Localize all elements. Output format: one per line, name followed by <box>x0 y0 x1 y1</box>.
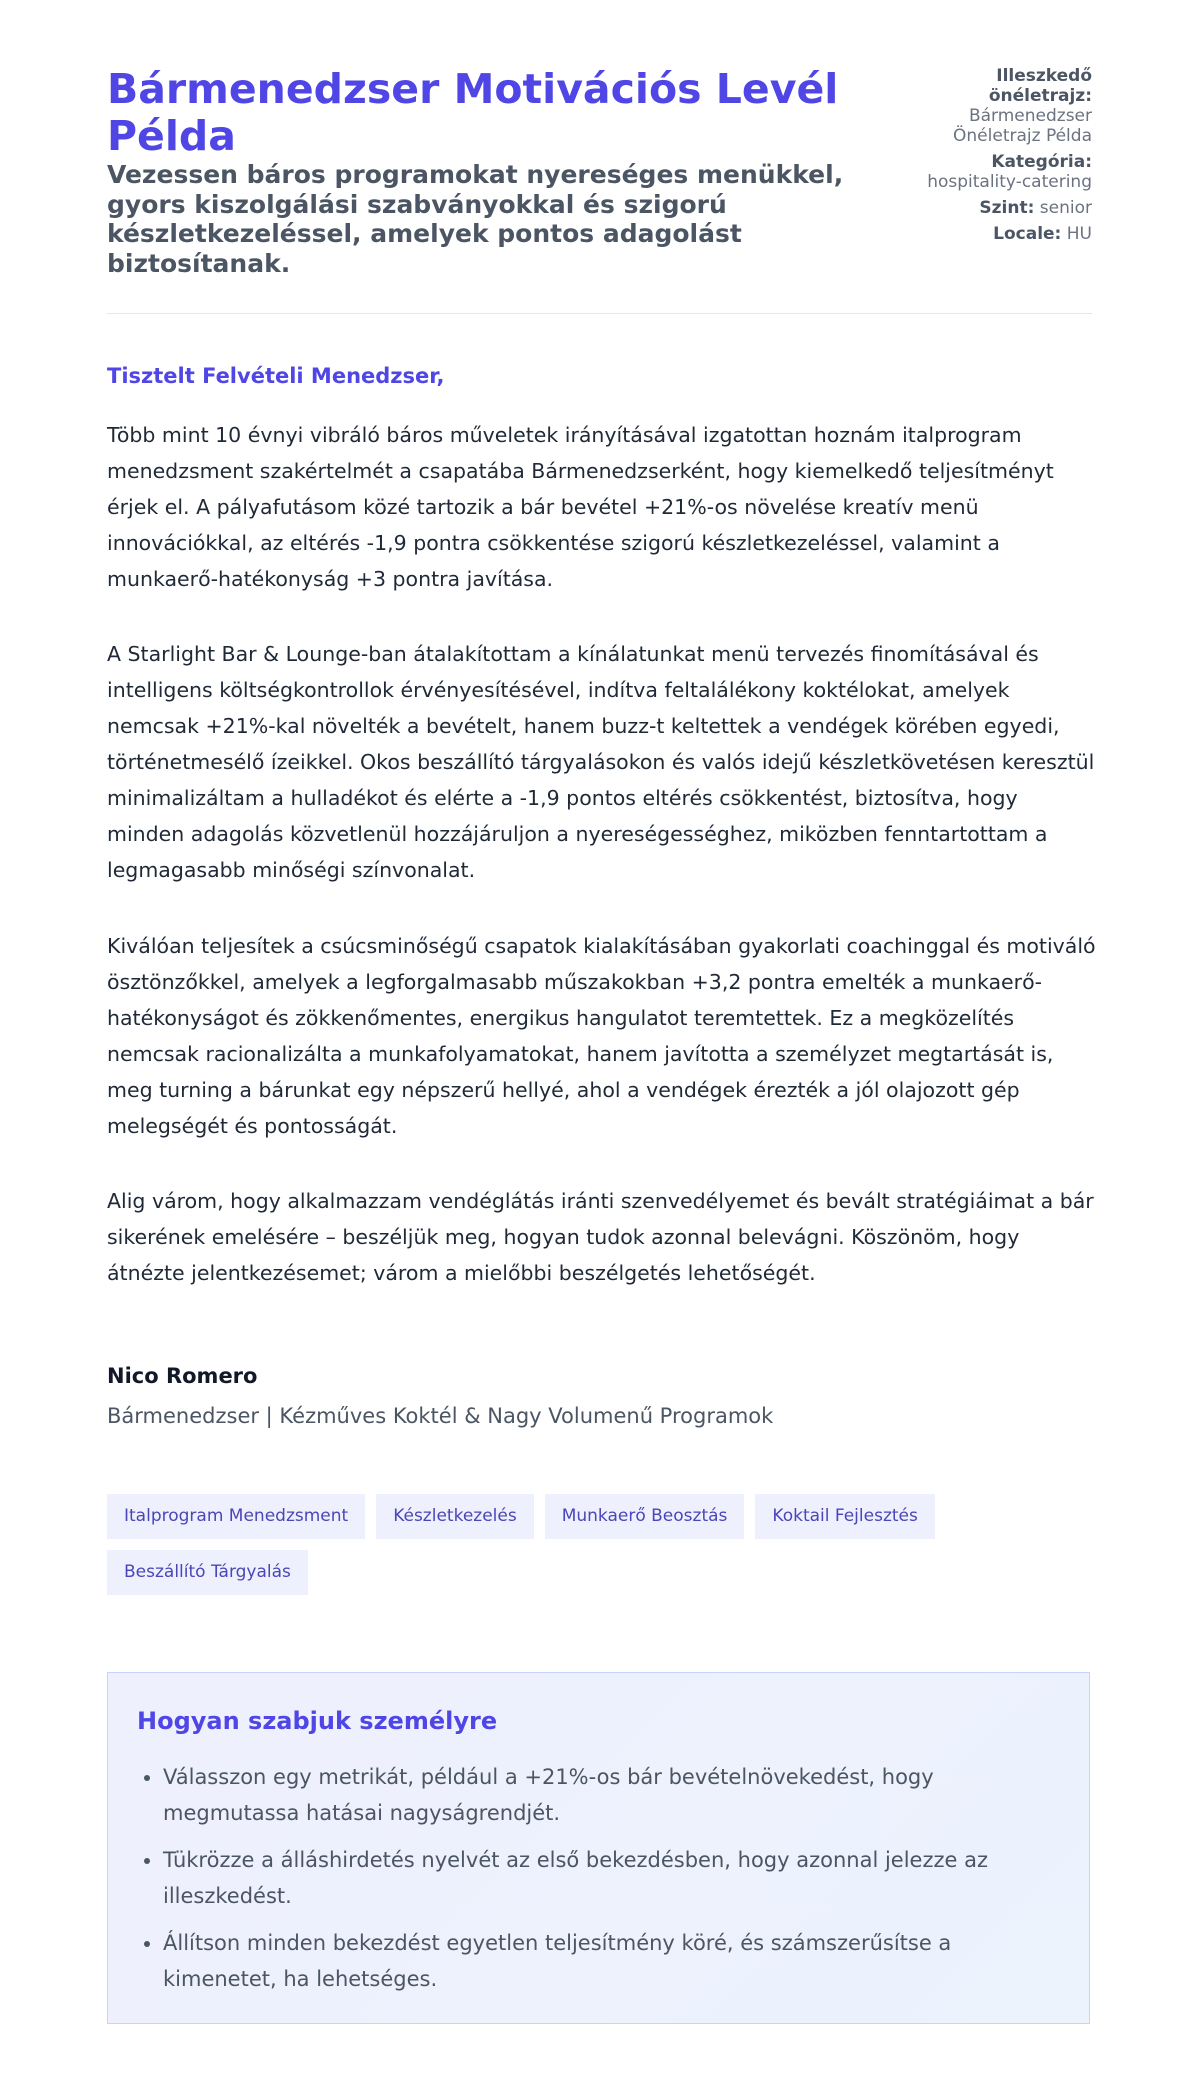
letter-paragraph: Több mint 10 évnyi vibráló báros műveletek irányításával izgatottan hoznám italprogram menedzsment szakértelmét a csapatába Bármenedzserként, hogy kiemelkedő teljesítményt érjek el. A pályafutásom közé tartozik a bár bevétel +21%-os növelése kreatív menü innovációkkal, az eltérés -1,9 pontra csökkentése szigorú készletkezeléssel, valamint a munkaerő-hatékonyság +3 pontra javítása. <box>107 423 1054 591</box>
meta-key: Szint: <box>979 198 1035 218</box>
skill-tag[interactable]: Beszállító Tárgyalás <box>107 1550 308 1595</box>
skill-tags <box>107 1494 1047 1595</box>
page-title: Bármenedzser Motivációs Levél Példa <box>107 65 839 160</box>
customization-tips-box <box>107 1672 1090 2024</box>
tips-list <box>137 1759 1063 2008</box>
tip-item: • Tükrözze a álláshirdetés nyelvét az első bekezdésben, hogy azonnal jelezze az illeszkedést. <box>163 1842 1063 1914</box>
signature-role: Bármenedzser | Kézműves Koktél & Nagy Volumenű Programok <box>107 1404 774 1428</box>
skill-tag[interactable]: Munkaerő Beosztás <box>545 1494 745 1539</box>
meta-matching-resume <box>892 66 1092 146</box>
meta-value: hospitality-catering <box>927 172 1092 192</box>
meta-key: Locale: <box>993 224 1062 244</box>
meta-value[interactable]: Bármenedzser Önéletrajz Példa <box>953 106 1092 146</box>
tip-item: • Válasszon egy metrikát, például a +21%-os bár bevételnövekedést, hogy megmutassa hatásai nagyságrendjét. <box>163 1759 1063 1831</box>
page-header <box>107 0 1092 314</box>
meta-key: Kategória: <box>991 152 1092 172</box>
meta-panel <box>892 66 1092 250</box>
skill-tag[interactable]: Italprogram Menedzsment <box>107 1494 365 1539</box>
letter-greeting: Tisztelt Felvételi Menedzser, <box>107 364 445 388</box>
letter-paragraph: Alig várom, hogy alkalmazzam vendéglátás iránti szenvedélyemet és bevált stratégiáimat a bár sikerének emelésére – beszéljük meg, hogyan tudok azonnal belevágni. Köszönöm, hogy átnézte jelentkezésemet; várom a mielőbbi beszélgetés lehetőségét. <box>107 1189 1094 1285</box>
letter-paragraph: Kiválóan teljesítek a csúcsminőségű csapatok kialakításában gyakorlati coachinggal és motiváló ösztönzőkkel, amelyek a legforgalmasabb műszakokban +3,2 pontra emelték a munkaerő-hatékonyságot és zökkenőmentes, energikus hangulatot teremtettek. Ez a megközelítés nemcsak racionalizálta a munkafolyamatokat, hanem javította a személyzet megtartását is, meg turning a bárunkat egy népszerű hellyé, ahol a vendégek érezték a jól olajozott gép melegségét és pontosságát. <box>107 934 1096 1138</box>
cover-letter-page <box>107 0 1096 1991</box>
skill-tag[interactable]: Készletkezelés <box>376 1494 534 1539</box>
meta-category <box>892 152 1092 192</box>
meta-value: HU <box>1066 224 1092 244</box>
tips-title: Hogyan szabjuk személyre <box>137 1707 498 1735</box>
skill-tag[interactable]: Koktail Fejlesztés <box>755 1494 934 1539</box>
page-subtitle: Vezessen báros programokat nyereséges menükkel, gyors kiszolgálási szabványokkal és szigorú készletkezeléssel, amelyek pontos adagolást biztosítanak. <box>107 160 844 278</box>
meta-level <box>892 198 1092 218</box>
meta-locale <box>892 224 1092 244</box>
header-divider <box>107 313 1092 314</box>
signature-name: Nico Romero <box>107 1364 258 1388</box>
meta-key: Illeszkedő önéletrajz: <box>988 66 1092 106</box>
letter-paragraph: A Starlight Bar & Lounge-ban átalakítottam a kínálatunkat menü tervezés finomításával és intelligens költségkontrollok érvényesítésével, indítva feltalálékony koktélokat, amelyek nemcsak +21%-kal növelték a bevételt, hanem buzz-t keltettek a vendégek körében egyedi, történetmesélő ízeikkel. Okos beszállító tárgyalásokon és valós idejű készletkövetésen keresztül minimalizáltam a hulladékot és elérte a -1,9 pontos eltérés csökkentést, biztosítva, hogy minden adagolás közvetlenül hozzájáruljon a nyereségességhez, miközben fenntartottam a legmagasabb minőségi színvonalat. <box>107 642 1095 882</box>
meta-value: senior <box>1039 198 1092 218</box>
tip-item: • Állítson minden bekezdést egyetlen teljesítmény köré, és számszerűsítse a kimenetet, ha lehetséges. <box>163 1925 1063 1997</box>
